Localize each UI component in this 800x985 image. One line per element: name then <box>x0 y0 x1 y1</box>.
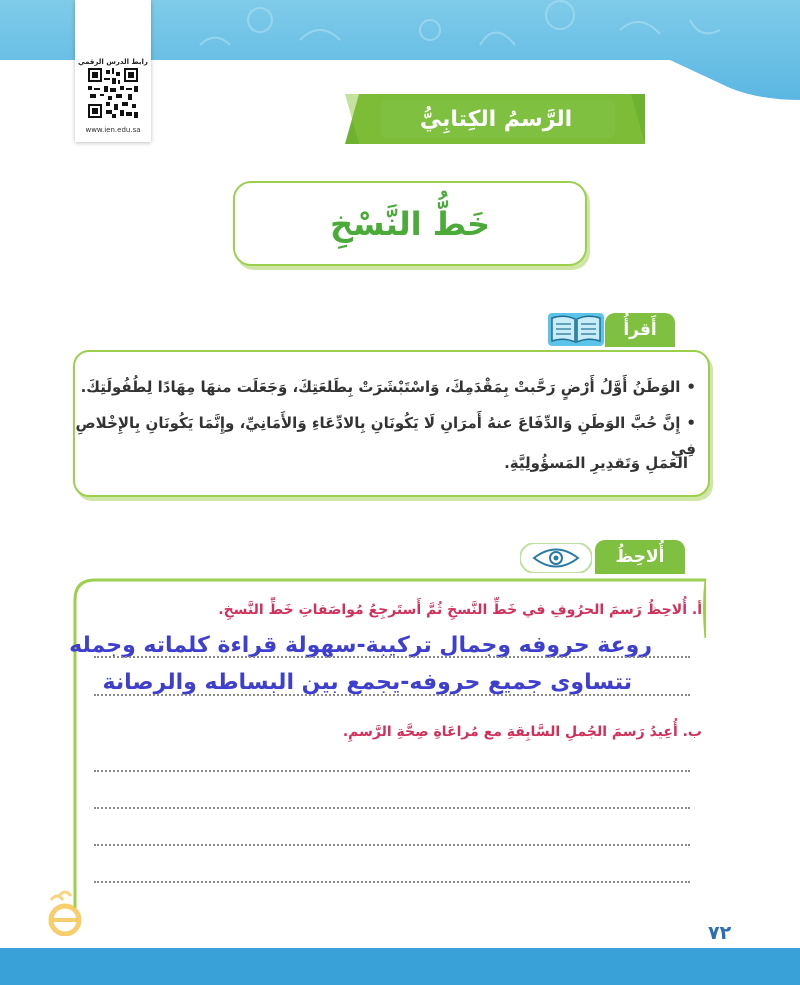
qr-code-icon[interactable] <box>88 68 138 118</box>
read-passage <box>73 350 710 497</box>
question-b: ب. أُعِيدُ رَسمَ الجُملِ السَّابِقةِ مع مُراعَاةِ صِحَّةِ الرَّسمِ. <box>342 724 702 740</box>
eye-icon <box>520 543 592 573</box>
writing-line[interactable] <box>94 656 690 658</box>
answer-line-1[interactable]: روعة حروفه وجمال تركيبة-سهولة قراءة كلماته وجمله <box>69 633 652 658</box>
bullet-icon: • <box>686 414 696 432</box>
bullet-icon: • <box>686 378 696 396</box>
list-item <box>81 374 696 400</box>
writing-line[interactable] <box>94 807 690 809</box>
page-number: ٧٢ <box>708 922 732 944</box>
bullet-text: إِنَّ حُبَّ الوَطَنِ وَالدِّفَاعَ عنهُ أَمرَانِ لَا يَكُونَانِ بِالادِّعَاءِ وَالأَمَانِيِّ، وإِنَّمَا يَكُونَانِ بِالإِخْلاصِ فِي <box>75 414 696 458</box>
writing-line[interactable] <box>94 770 690 772</box>
writing-line[interactable] <box>94 844 690 846</box>
qr-card[interactable] <box>75 0 151 142</box>
read-tab: أَقرأُ <box>605 313 675 347</box>
publisher-logo-icon <box>45 890 87 936</box>
qr-url[interactable]: www.ien.edu.sa <box>85 126 141 134</box>
writing-line[interactable] <box>94 881 690 883</box>
footer-band <box>0 948 800 985</box>
section-title: الرَّسمُ الكِتابِيُّ <box>419 106 573 132</box>
bullet-text: الوَطَنُ أَوَّلُ أَرْضٍ رَحَّبتْ بِمَقْدَمِكَ، وَاسْتَبْشَرَتْ بِطَلعَتِكَ، وَجَعَلَت منهَا مِهَادًا لِطُفُولَتِكَ. <box>80 378 681 396</box>
open-book-icon <box>548 310 604 346</box>
question-a: أ. أُلاحِظُ رَسمَ الحرُوفِ في خَطِّ النَّسخِ ثُمَّ أَستَرجِعُ مُواصَفاتِ خَطِّ النَّسخِ. <box>218 602 702 618</box>
notice-tab: أُلاحِظُ <box>595 540 685 574</box>
answer-line-2[interactable]: تتساوى جميع حروفه-يجمع بين البساطه والرصانة <box>102 670 632 695</box>
list-item-continuation <box>504 450 688 476</box>
bullet-text: العَمَلِ وَتَقدِيرِ المَسؤُولِيَّةِ. <box>504 454 688 472</box>
notice-panel <box>73 578 706 908</box>
writing-line[interactable] <box>94 694 690 696</box>
lesson-title: خَطُّ النَّسْخِ <box>233 181 587 266</box>
qr-title: رابط الدرس الرقمي <box>78 58 148 66</box>
